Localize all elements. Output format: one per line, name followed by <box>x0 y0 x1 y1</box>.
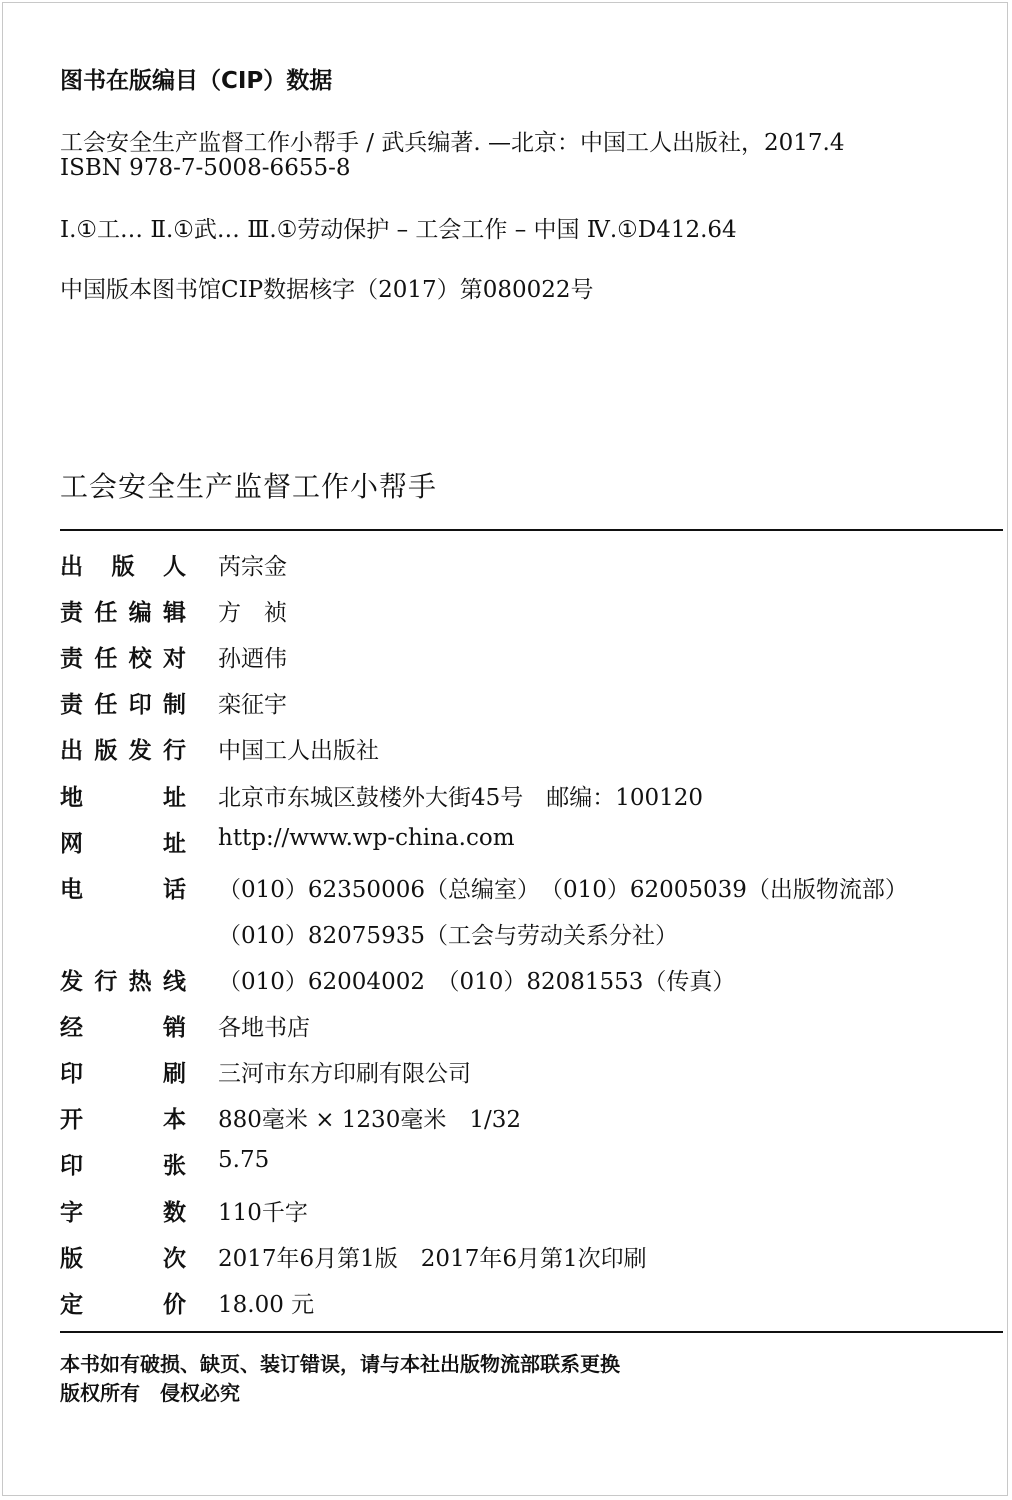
footer-replacement-notice: 本书如有破损、缺页、装订错误，请与本社出版物流部联系更换 <box>60 1352 620 1376</box>
info-label: 出 版 人 <box>60 554 186 580</box>
cip-line-title: 工会安全生产监督工作小帮手 / 武兵编著. —北京：中国工人出版社，2017.4 <box>60 130 845 156</box>
info-label: 印 张 <box>60 1153 186 1179</box>
info-label: 责 任 校 对 <box>60 646 186 672</box>
info-value: 芮宗金 <box>218 554 287 580</box>
info-label: 责 任 编 辑 <box>60 600 186 626</box>
bottom-divider <box>60 1331 1003 1333</box>
info-value: （010）82075935（工会与劳动关系分社） <box>218 923 678 949</box>
info-value: 中国工人出版社 <box>218 738 379 764</box>
info-value: 各地书店 <box>218 1015 310 1041</box>
info-value: http://www.wp-china.com <box>218 825 515 851</box>
info-value: （010）62350006（总编室） （010）62005039（出版物流部） <box>218 877 908 903</box>
info-value: 北京市东城区鼓楼外大街45号 邮编：100120 <box>218 785 704 811</box>
cip-line-isbn: ISBN 978-7-5008-6655-8 <box>60 155 351 181</box>
info-value: 2017年6月第1版 2017年6月第1次印刷 <box>218 1246 647 1272</box>
info-label: 定 价 <box>60 1292 186 1318</box>
info-label: 电 话 <box>60 877 186 903</box>
info-label: 印 刷 <box>60 1061 186 1087</box>
info-value: 三河市东方印刷有限公司 <box>218 1061 471 1087</box>
info-value: 110千字 <box>218 1200 308 1226</box>
info-value: （010）62004002 （010）82081553（传真） <box>218 969 736 995</box>
footer-copyright-notice: 版权所有 侵权必究 <box>60 1381 240 1405</box>
cip-line-record-number: 中国版本图书馆CIP数据核字（2017）第080022号 <box>60 277 594 303</box>
info-label: 开 本 <box>60 1107 186 1133</box>
info-label: 版 次 <box>60 1246 186 1272</box>
info-label: 地 址 <box>60 785 186 811</box>
info-value: 5.75 <box>218 1147 270 1173</box>
info-label: 出 版 发 行 <box>60 738 186 764</box>
top-divider <box>60 529 1003 531</box>
info-value: 方 祯 <box>218 600 287 626</box>
info-value: 18.00 元 <box>218 1292 315 1318</box>
info-value: 孙迺伟 <box>218 646 287 672</box>
info-value: 880毫米 × 1230毫米 1/32 <box>218 1107 521 1133</box>
info-label: 经 销 <box>60 1015 186 1041</box>
book-title: 工会安全生产监督工作小帮手 <box>60 470 438 503</box>
info-label: 网 址 <box>60 831 186 857</box>
cip-line-classification: Ⅰ.①工… Ⅱ.①武… Ⅲ.①劳动保护 – 工会工作 – 中国 Ⅳ.①D412.64 <box>60 217 737 243</box>
info-label: 发 行 热 线 <box>60 969 186 995</box>
info-value: 栾征宇 <box>218 692 287 718</box>
cip-heading: 图书在版编目（CIP）数据 <box>60 68 333 94</box>
info-label: 责 任 印 制 <box>60 692 186 718</box>
info-label: 字 数 <box>60 1200 186 1226</box>
